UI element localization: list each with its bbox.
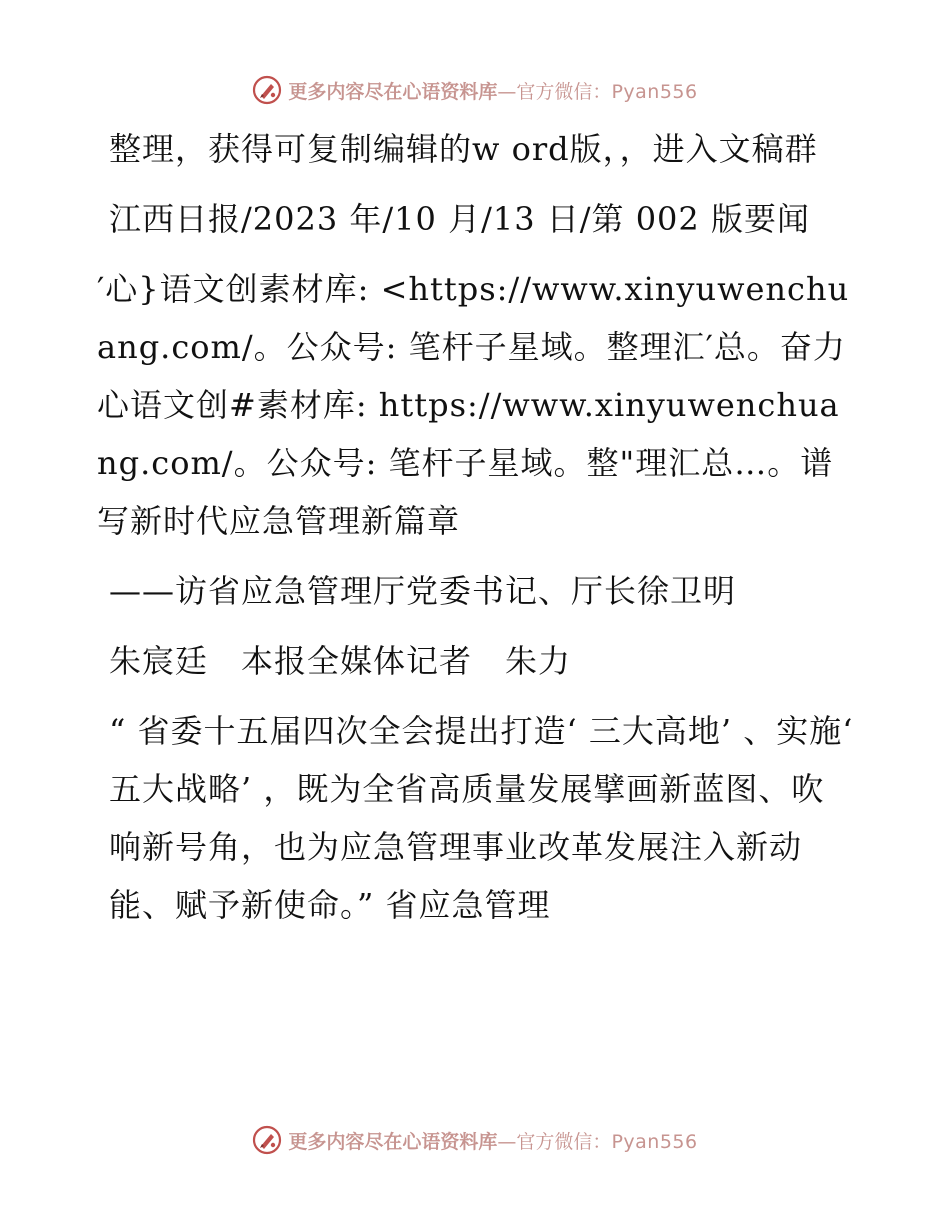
header-site-text: 更多内容尽在心语资料库	[288, 80, 498, 103]
footer-dash: —	[497, 1130, 517, 1153]
footer-account: Pyan556	[611, 1130, 698, 1153]
header-banner	[0, 70, 950, 110]
footer-wechat-label: 官方微信：	[516, 1130, 612, 1153]
header-account: Pyan556	[611, 80, 698, 103]
paragraph-source: 江西日报/2023 年/10 月/13 日/第 002 版要闻	[109, 200, 810, 238]
paragraph-intro: 整理，获得可复制编辑的w ord版，，进入文稿群	[109, 130, 818, 168]
footer-banner	[0, 1120, 950, 1160]
pen-logo-icon	[252, 75, 282, 105]
header-banner-text	[288, 77, 697, 104]
header-dash: —	[497, 80, 517, 103]
header-wechat-label: 官方微信：	[516, 80, 612, 103]
document-body	[97, 120, 857, 934]
paragraph-byline: 朱宸廷 本报全媒体记者 朱力	[109, 642, 572, 680]
paragraph-body: “ 省委十五届四次全会提出打造‘ 三大高地’ 、实施‘ 五大战略’ ，既为全省高质量发展擘画新蓝图、吹响新号角，也为应急管理事业改革发展注入新动能、赋予新使命。” 省应急管理	[109, 712, 854, 924]
pen-logo-icon	[252, 1125, 282, 1155]
footer-banner-text	[288, 1127, 697, 1154]
paragraph-title: ′心}语文创素材库: <https://www.xinyuwenchuang.com/。公众号: 笔杆子星域。整理汇′总。奋力心语文创#素材库: https://www.xinyuwenchuang.com/。公众号: 笔杆子星域。整"理汇总…。谱写新时代应急管理新篇章	[97, 270, 850, 540]
paragraph-subtitle: ——访省应急管理厅党委书记、厅长徐卫明	[109, 572, 737, 610]
footer-site-text: 更多内容尽在心语资料库	[288, 1130, 498, 1153]
